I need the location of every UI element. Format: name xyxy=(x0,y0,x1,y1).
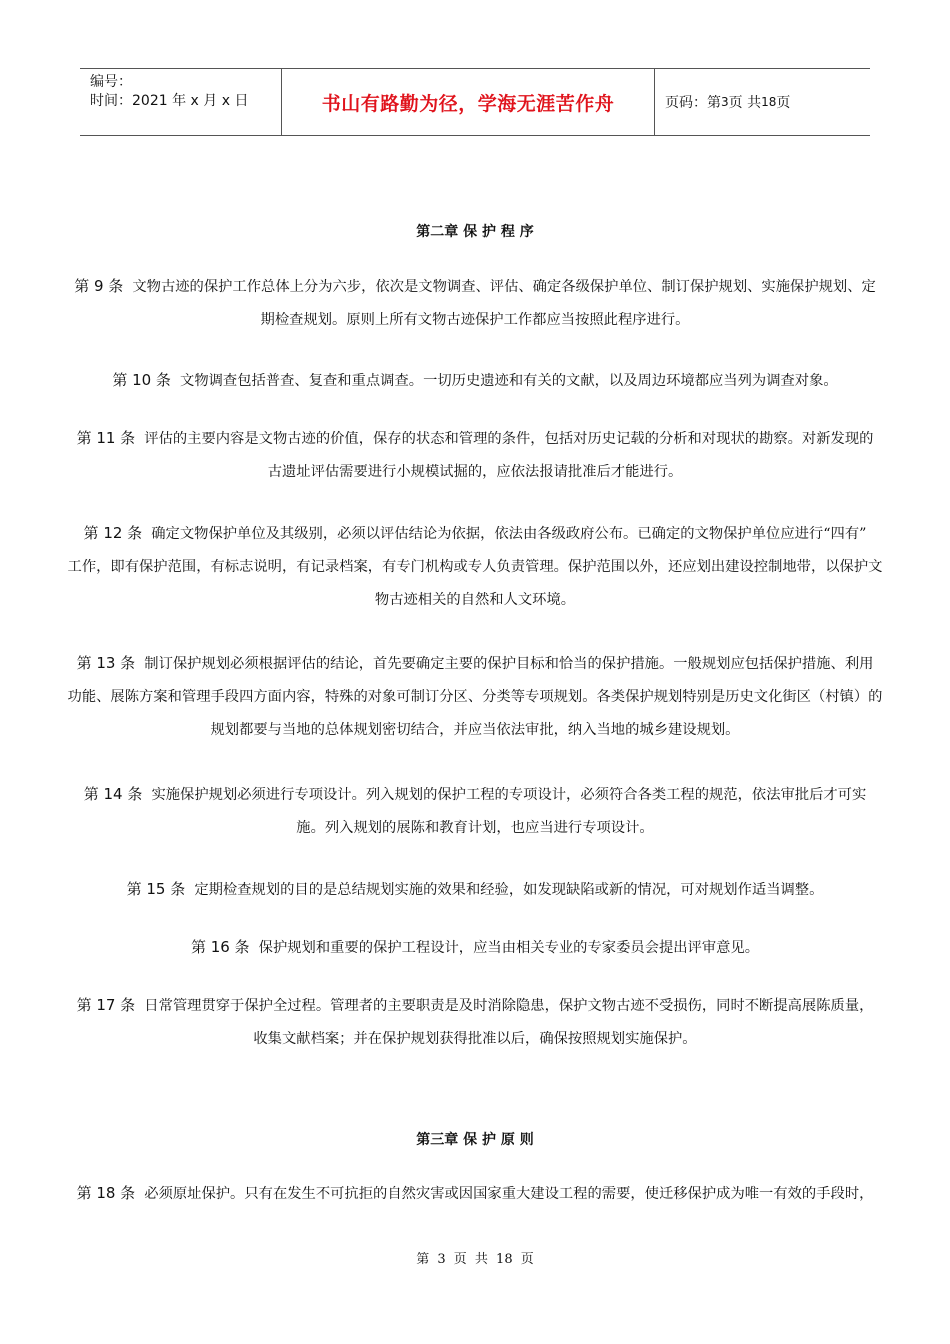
article-line: 施。列入规划的展陈和教育计划，也应当进行专项设计。 xyxy=(296,820,654,836)
article-line: 物古迹相关的自然和人文环境。 xyxy=(374,592,576,608)
article-text: 评估的主要内容是文物古迹的价值，保存的状态和管理的条件，包括对历史记载的分析和对现状的勘察。对新发现的 xyxy=(144,431,874,447)
article-number: 第 15 条 xyxy=(126,880,186,898)
header-page-info xyxy=(655,69,870,135)
article-number: 第 12 条 xyxy=(83,524,143,542)
article-line xyxy=(0,647,950,681)
article-13 xyxy=(0,647,950,747)
time-label: 时间：2021 年 x 月 x 日 xyxy=(90,93,249,109)
article-14 xyxy=(0,778,950,845)
article-15 xyxy=(0,873,950,907)
article-line xyxy=(0,989,950,1023)
article-line: 收集文献档案；并在保护规划获得批准以后，确保按照规划实施保护。 xyxy=(253,1031,697,1047)
article-10 xyxy=(0,364,950,398)
article-line: 期检查规划。原则上所有文物古迹保护工作都应当按照此程序进行。 xyxy=(260,312,690,328)
document-header xyxy=(80,68,870,136)
header-meta xyxy=(80,69,282,135)
article-18 xyxy=(0,1177,950,1211)
motto: 书山有路勤为径，学海无涯苦作舟 xyxy=(321,92,615,115)
article-line xyxy=(0,873,950,907)
article-text: 确定文物保护单位及其级别，必须以评估结论为依据，依法由各级政府公布。已确定的文物保护单位应进行“四有” xyxy=(151,526,867,542)
article-line: 工作，即有保护范围，有标志说明，有记录档案，有专门机构或专人负责管理。保护范围以外，还应划出建设控制地带，以保护文 xyxy=(67,559,883,575)
number-label: 编号： xyxy=(90,74,132,90)
article-line xyxy=(0,270,950,304)
page-suffix: 页 xyxy=(776,95,791,111)
article-line xyxy=(0,422,950,456)
article-9 xyxy=(0,270,950,337)
article-number: 第 17 条 xyxy=(76,996,136,1014)
page-current: 3 xyxy=(721,95,729,109)
article-number: 第 10 条 xyxy=(112,371,171,389)
article-line xyxy=(0,1177,950,1211)
article-number: 第 11 条 xyxy=(76,429,136,447)
article-12 xyxy=(0,517,950,617)
article-17 xyxy=(0,989,950,1056)
article-number: 第 9 条 xyxy=(74,277,124,295)
article-number: 第 14 条 xyxy=(83,785,143,803)
article-11 xyxy=(0,422,950,489)
article-16 xyxy=(0,931,950,965)
article-text: 日常管理贯穿于保护全过程。管理者的主要职责是及时消除隐患，保护文物古迹不受损伤，同时不断提高展陈质量， xyxy=(144,998,874,1014)
article-line xyxy=(0,517,950,551)
article-text: 实施保护规划必须进行专项设计。列入规划的保护工程的专项设计，必须符合各类工程的规范，依法审批后才可实 xyxy=(151,787,867,803)
article-text: 必须原址保护。只有在发生不可抗拒的自然灾害或因国家重大建设工程的需要，使迁移保护成为唯一有效的手段时， xyxy=(144,1186,874,1202)
article-number: 第 18 条 xyxy=(76,1184,136,1202)
page-mid: 页 共 xyxy=(728,95,762,111)
article-text: 文物古迹的保护工作总体上分为六步，依次是文物调查、评估、确定各级保护单位、制订保护规划、实施保护规划、定 xyxy=(132,279,876,295)
chapter-title: 第二章 保 护 程 序 xyxy=(416,224,534,240)
header-motto-cell xyxy=(282,69,655,135)
article-number: 第 13 条 xyxy=(76,654,136,672)
chapter-title: 第三章 保 护 原 则 xyxy=(416,1132,534,1148)
article-line: 古遗址评估需要进行小规模试掘的，应依法报请批准后才能进行。 xyxy=(267,464,683,480)
article-line xyxy=(0,364,950,398)
page-prefix: 页码：第 xyxy=(665,95,721,111)
article-number: 第 16 条 xyxy=(190,938,250,956)
article-line: 规划都要与当地的总体规划密切结合，并应当依法审批，纳入当地的城乡建设规划。 xyxy=(210,722,740,738)
article-text: 文物调查包括普查、复查和重点调查。一切历史遗迹和有关的文献，以及周边环境都应当列为调查对象。 xyxy=(180,373,838,389)
page-total: 18 xyxy=(761,95,777,109)
article-text: 制订保护规划必须根据评估的结论，首先要确定主要的保护目标和恰当的保护措施。一般规划应包括保护措施、利用 xyxy=(144,656,874,672)
article-text: 保护规划和重要的保护工程设计，应当由相关专业的专家委员会提出评审意见。 xyxy=(258,940,760,956)
article-line xyxy=(0,931,950,965)
article-line: 功能、展陈方案和管理手段四方面内容，特殊的对象可制订分区、分类等专项规划。各类保护规划特别是历史文化街区（村镇）的 xyxy=(67,689,883,705)
article-text: 定期检查规划的目的是总结规划实施的效果和经验，如发现缺陷或新的情况，可对规划作适当调整。 xyxy=(194,882,824,898)
page-footer: 第 3 页 共 18 页 xyxy=(416,1252,534,1267)
article-line xyxy=(0,778,950,812)
